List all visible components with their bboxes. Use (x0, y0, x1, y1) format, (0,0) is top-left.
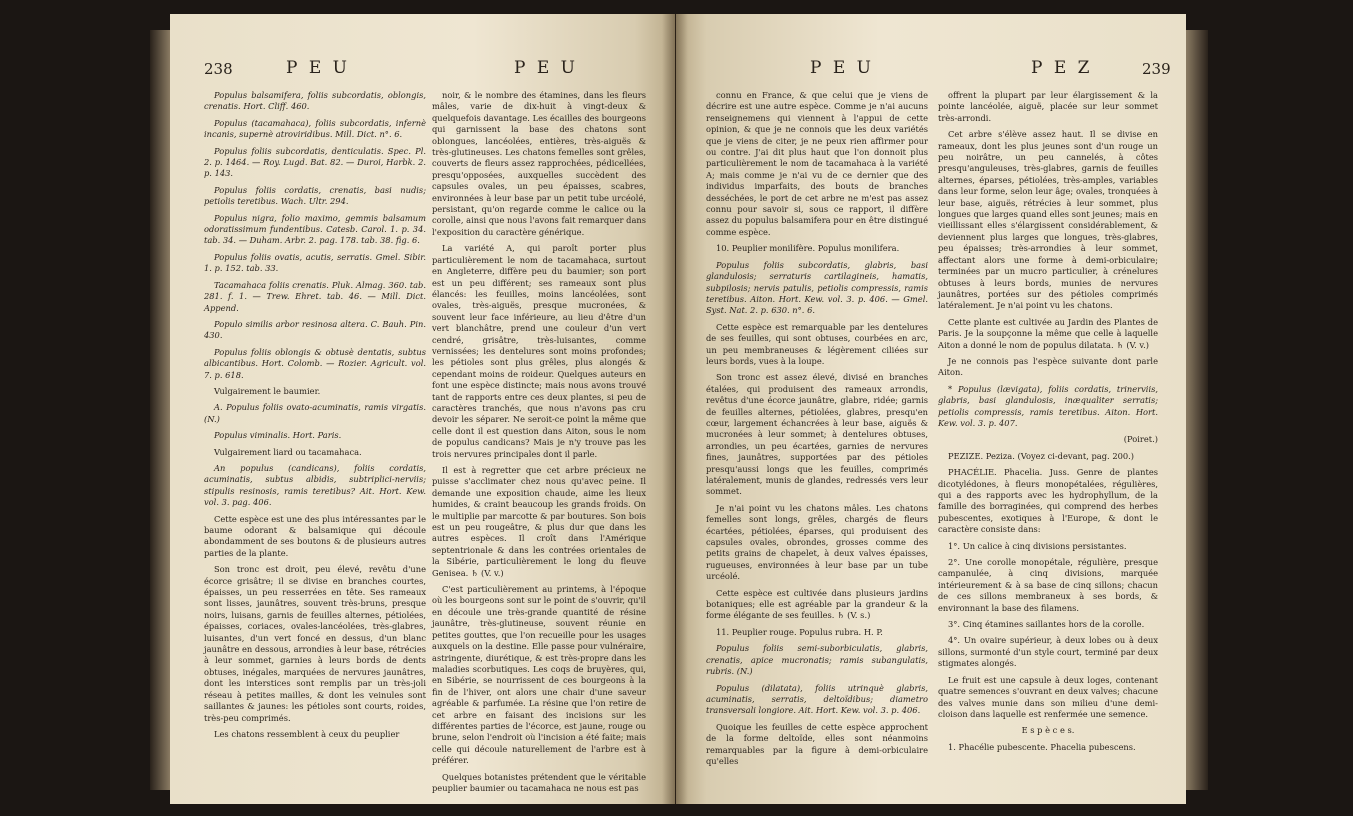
author-signature: (Poiret.) (1123, 434, 1158, 445)
paragraph: Quoique les feuilles de cette espèce approchent de la forme deltoïde, elles sont néanmoins remarquables par la figure à demi-orbiculaire qu'elles (706, 721, 928, 766)
paragraph: Populus balsamifera, foliis subcordatis, oblongis, crenatis. Hort. Cliff. 460. (204, 90, 426, 112)
left-column-1 (204, 90, 426, 745)
paragraph: Cette espèce est une des plus intéressantes par le baume odorant & balsamique qui découle abondamment de ses boutons & de plusieurs autres parties de la plante. (204, 513, 426, 558)
paragraph: Populus foliis semi-suborbiculatis, glabris, crenatis, apice mucronatis; ramis subangulatis, rubris. (N.) (706, 643, 928, 677)
left-page (170, 14, 675, 804)
left-running-head-center: P E U (514, 58, 578, 78)
paragraph: 3°. Cinq étamines saillantes hors de la corolle. (948, 619, 1145, 630)
right-column-1 (706, 90, 928, 772)
left-running-head: P E U (286, 58, 350, 78)
paragraph: Cette plante est cultivée au Jardin des Plantes de Paris. Je la soupçonne la même que celle à laquelle Aiton a donné le nom de populus dilatata. ♄ (V. v.) (938, 316, 1158, 350)
paragraph: Cet arbre s'élève assez haut. Il se divise en rameaux, dont les plus jeunes sont d'un rouge un peu noirâtre, un peu cannelés, à côtes presqu'anguleuses, très-glabres, garnis de feuilles alternes, éparses, pétiolées, très-amples, variables dans leur forme, selon leur âge; ovales, tronquées à leur base, aiguës, rétrécies à leur sommet, plus longues que larges quand elles sont jeunes; mais en vieillissant elles s'élargissent considérablement, & deviennent plus larges que longues, très-glabres, peu épaisses; très-arrondies à leur sommet, affectant alors une forme à demi-orbiculaire; terminées par un mucro particulier, à crénelures obtuses à leurs bords, munies de nervures jaunâtres, portées sur des pétioles comprimés latéralement. Je n'ai point vu les chatons. (938, 129, 1158, 311)
paragraph: Populus foliis ovatis, acutis, serratis. Gmel. Sibir. 1. p. 152. tab. 33. (204, 251, 426, 274)
right-page (676, 14, 1186, 804)
paragraph: Les chatons ressemblent à ceux du peuplier (214, 728, 400, 739)
paragraph: noir, & le nombre des étamines, dans les fleurs mâles, varie de dix-huit à vingt-deux & quelquefois davantage. Les écailles des bourgeons qui garnissent la base des chatons sont oblongues, lancéolées, entières, très-aiguës & très-glutineuses. Les chatons femelles sont grêles, couverts de fleurs assez rapprochées, pédicellées, presqu'opposées, auxquelles succèdent des capsules ovales, un peu épaisses, scabres, environnées à leur base par un petit tube urcéolé, persistant, qu'on regarde comme le calice ou la corolle, ainsi que nous l'avons fait remarquer dans l'exposition du caractère générique. (432, 90, 646, 237)
paragraph: 1. Phacélie pubescente. Phacelia pubescens. (948, 741, 1136, 752)
right-column-2 (938, 90, 1158, 758)
paragraph: Populo similis arbor resinosa altera. C. Bauh. Pin. 430. (204, 318, 426, 341)
paragraph: offrent la plupart par leur élargissement & la pointe lancéolée, aiguë, placée sur leur sommet très-arrondi. (938, 90, 1158, 123)
left-column-2 (432, 90, 646, 799)
paragraph: Populus nigra, folio maximo, gemmis balsamum odoratissimum fundentibus. Catesb. Carol. 1. p. 34. tab. 34. — Duham. Arbr. 2. pag. 178. tab. 38. fig. 6. (204, 212, 426, 246)
paragraph: Populus foliis subcordatis, denticulatis. Spec. Pl. 2. p. 1464. — Roy. Lugd. Bat. 82. — Duroi, Harbk. 2. p. 143. (204, 145, 426, 179)
paragraph: PEZIZE. Peziza. (Voyez ci-devant, pag. 200.) (948, 450, 1135, 461)
paragraph: C'est particulièrement au printems, à l'époque où les bourgeons sont sur le point de s'ouvrir, qu'il en découle une très-grande quantité de résine jaunâtre, très-glutineuse, souvent réunie en petites gouttes, que l'on recueille pour les usages auxquels on la destine. Elle passe pour vulnéraire, astringente, diurétique, & est très-propre dans les maladies scorbutiques. Les coqs de bruyères, qui, en Sibérie, se nourrissent de ces bourgeons à la fin de l'hiver, ont alors une chair d'une saveur agréable & parfumée. La résine que l'on retire de cet arbre en faisant des incisions sur les différentes parties de l'écorce, est jaune, rouge ou brune, selon l'endroit où l'incision a été faite; mais celle qui découle naturellement de l'arbre est à préférer. (432, 584, 646, 766)
paragraph: Vulgairement liard ou tacamahaca. (214, 446, 362, 457)
paragraph: Il est à regretter que cet arbre précieux ne puisse s'acclimater chez nous qu'avec peine. Il demande une exposition chaude, aime les lieux humides, & craint beaucoup les grands froids. On le multiplie par marcotte & par boutures. Son bois est un peu rougeâtre, & plus dur que dans les autres espèces. Il croît dans l'Amérique septentrionale & dans les contrées orientales de la Sibérie, particulièrement le long du fleuve Genisea. ♄ (V. v.) (432, 465, 646, 578)
paragraph: Son tronc est droit, peu élevé, revêtu d'une écorce grisâtre; il se divise en branches courtes, épaisses, un peu resserrées en tête. Ses rameaux sont lisses, jaunâtres, souvent très-bruns, presque noirs, luisans, garnis de feuilles alternes, pétiolées, épaisses, coriaces, ovales-lancéolées, très-glabres, luisantes, d'un vert foncé en dessus, d'un blanc jaunâtre en dessous, arrondies à leur base, rétrécies à leur sommet, garnies à leurs bords de dents obtuses, inégales, marquées de nervures jaunâtres, dont les interstices sont remplis par un très-joli réseau à petites mailles, & dont les veinules sont saillantes & jaunes: les pétioles sont courts, roides, très-peu comprimés. (204, 564, 426, 723)
paragraph: Je ne connois pas l'espèce suivante dont parle Aiton. (938, 355, 1158, 378)
paragraph: 2°. Une corolle monopétale, régulière, presque campanulée, à cinq divisions, marquée intérieurement & à sa base de cinq sillons; chacun de ces sillons membraneux à ses bords, & environnant la base des filamens. (938, 557, 1158, 613)
paragraph: 4°. Un ovaire supérieur, à deux lobes ou à deux sillons, surmonté d'un style court, terminé par deux stigmates alongés. (938, 635, 1158, 669)
paragraph: Je n'ai point vu les chatons mâles. Les chatons femelles sont longs, grêles, chargés de fleurs écartées, pétiolées, éparses, qui produisent des capsules ovales, obrondes, grosses comme des petits grains de chapelet, à deux valves épaisses, rugueuses, environnées à leur base par un tube urcéolé. (706, 502, 928, 582)
right-running-head: P E U (810, 58, 874, 78)
paragraph: Populus (dilatata), foliis utrinquè glabris, acuminatis, serratis, deltoïdibus; diametro transversali longiore. Ait. Hort. Kew. vol. 3. p. 406. (706, 682, 928, 716)
paragraph: Son tronc est assez élevé, divisé en branches étalées, qui produisent des rameaux arrondis, revêtus d'une écorce jaunâtre, glabre, ridée; garnis de feuilles alternes, pétiolées, glabres, presqu'en cœur, largement échancrées à leur base, aiguës & mucronées à leur sommet; à dentelures obtuses, arrondies, un peu écartées, garnies de nervures fines, jaunâtres, supportées par des pétioles presqu'aussi longs que les feuilles, comprimés latéralement, munis de glandes, redressés vers leur sommet. (706, 372, 928, 497)
paragraph: Vulgairement le baumier. (214, 385, 321, 396)
right-running-head-2: P E Z (1031, 58, 1093, 78)
right-page-edge (1186, 30, 1208, 790)
right-page-number: 239 (1142, 60, 1171, 78)
paragraph: Quelques botanistes prétendent que le véritable peuplier baumier ou tacamahaca ne nous est pas (432, 771, 646, 793)
paragraph: Tacamahaca foliis crenatis. Pluk. Almag. 360. tab. 281. f. 1. — Trew. Ehret. tab. 46. — Mill. Dict. Append. (204, 279, 426, 313)
paragraph: Populus viminalis. Hort. Paris. (214, 430, 342, 441)
paragraph: * Populus (lævigata), foliis cordatis, trinerviis, glabris, basi glandulosis, inæqualiter serratis; petiolis compressis, ramis teretibus. Aiton. Hort. Kew. vol. 3. p. 407. (938, 383, 1158, 428)
paragraph: Populus foliis oblongis & obtusè dentatis, subtus albicantibus. Hort. Colomb. — Rozier. Agricult. vol. 7. p. 618. (204, 346, 426, 380)
paragraph: Le fruit est une capsule à deux loges, contenant quatre semences s'ouvrant en deux valves; chacune des valves munie dans son milieu d'une demi-cloison dans laquelle est renfermée une semence. (938, 674, 1158, 719)
paragraph: La variété A, qui paroît porter plus particulièrement le nom de tacamahaca, surtout en Angleterre, diffère peu du baumier; son port est un peu différent; ses rameaux sont plus élancés: les feuilles, moins lancéolées, sont ovales, très-aiguës, presque mucronées, & souvent leur face inférieure, au lieu d'être d'un vert blanchâtre, prend une couleur d'un vert cendré, grisâtre, très-luisantes, comme vernissées; les dentelures sont moins profondes; les pétioles sont plus grêles, plus alongés & cependant moins de roideur. Quelques auteurs en font une espèce distincte; mais nous avons trouvé tant de rapports entre ces deux plantes, si peu de caractères tranchés, que nous n'avons pas cru devoir les séparer. Ne seroit-ce point la même que celle dont il est question dans Aiton, sous le nom de populus candicans? Mais je n'y trouve pas les trois nervures principales dont il parle. (432, 243, 646, 459)
paragraph: Populus foliis subcordatis, glabris, basi glandulosis; serraturis cartilagineis, hamatis, subpilosis; nervis patulis, petiolis compressis, ramis teretibus. Aiton. Hort. Kew. vol. 3. p. 406. — Gmel. Syst. Nat. 2. p. 630. n°. 6. (706, 259, 928, 316)
paragraph: Cette espèce est cultivée dans plusieurs jardins botaniques; elle est agréable par la grandeur & la forme élégante de ses feuilles. ♄ (V. s.) (706, 587, 928, 621)
section-heading: E s p è c e s. (1021, 725, 1075, 736)
left-page-edge (150, 30, 170, 790)
paragraph: 10. Peuplier monilifère. Populus monilifera. (716, 243, 900, 254)
paragraph: PHACÉLIE. Phacelia. Juss. Genre de plantes dicotylédones, à fleurs monopétalées, régulières, qui a des rapports avec les hydrophyllum, de la famille des borraginées, qui comprend des herbes pubescentes, exotiques à l'Europe, & dont le caractère consiste dans: (938, 467, 1158, 535)
paragraph: 11. Peuplier rouge. Populus rubra. H. P. (716, 626, 883, 637)
paragraph: connu en France, & que celui que je viens de décrire est une autre espèce. Comme je n'ai aucuns renseignemens qui viennent à l'appui de cette opinion, & que je ne connois que les deux variétés que je viens de citer, je ne peux rien affirmer pour ou contre. J'ai dit plus haut que l'on donnoit plus particulièrement le nom de tacamahaca à la variété A; mais comme je n'ai vu de ce dernier que des individus imparfaits, des bouts de branches desséchées, le port de cet arbre ne m'est pas assez connu pour savoir si, sous ce rapport, il diffère assez du populus balsamifera pour en être distingué comme espèce. (706, 90, 928, 237)
paragraph: Populus foliis cordatis, crenatis, basi nudis; petiolis teretibus. Wach. Ultr. 294. (204, 184, 426, 207)
paragraph: An populus (candicans), foliis cordatis, acuminatis, subtus albidis, subtriplici-nerviis; stipulis resinosis, ramis teretibus? Ait. Hort. Kew. vol. 3. pag. 406. (204, 462, 426, 508)
paragraph: 1°. Un calice à cinq divisions persistantes. (948, 540, 1127, 551)
paragraph: Populus (tacamahaca), foliis subcordatis, infernè incanis, supernè atroviridibus. Mill. Dict. n°. 6. (204, 117, 426, 140)
paragraph: Cette espèce est remarquable par les dentelures de ses feuilles, qui sont obtuses, courbées en arc, un peu membraneuses & légèrement ciliées sur leurs bords, vues à la loupe. (706, 321, 928, 366)
paragraph: A. Populus foliis ovato-acuminatis, ramis virgatis. (N.) (204, 402, 426, 424)
book-gutter (662, 14, 688, 804)
left-page-number: 238 (204, 60, 233, 78)
